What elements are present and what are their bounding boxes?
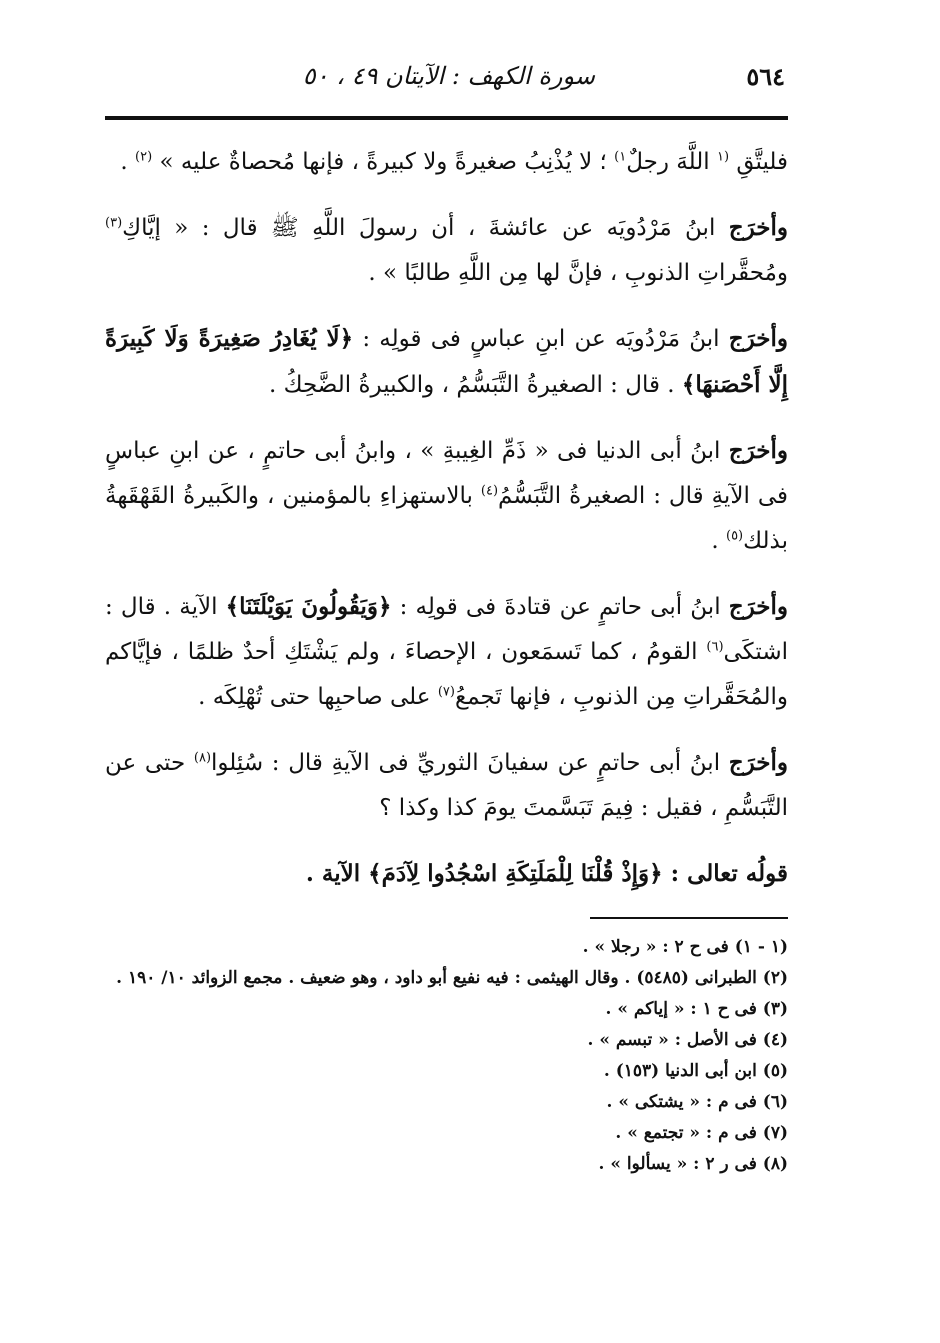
footnote-ref: (٦) [706, 639, 724, 655]
footnote-ref: (١ [716, 149, 730, 165]
text: ابنُ أبى حاتمٍ عن سفيانَ الثوريِّ فى الآيةِ قال : سُئِلوا [211, 750, 729, 776]
running-title: سورة الكهف : الآيتان ٤٩ ، ٥٠ [302, 62, 595, 90]
text: . قال : الصغيرةُ التَّبَسُّمُ ، والكبيرةُ الضَّحِكُ . [268, 372, 682, 398]
text: الآية . [305, 860, 369, 887]
footnote-item: (٤) فى الأصل : « تبسم » . [587, 1030, 788, 1050]
paragraph-5 [105, 584, 788, 720]
page-number: ٥٦٤ [746, 62, 785, 91]
footnote-item: (٣) فى ح ١ : « إياكم » . [605, 999, 788, 1019]
footnote-ref: (٥) [725, 528, 744, 544]
footnote-ref: (٤) [480, 483, 499, 499]
text: اللَّهَ رجلٌ [626, 149, 717, 175]
footnote-item: (١ - ١) فى ح ٢ : « رجلا » . [582, 937, 788, 957]
lead-word: وأخرَج [728, 214, 788, 241]
text: ابنُ أبى حاتمٍ عن قتادةَ فى قولِه : [391, 594, 729, 620]
footnote-ref: ١) [614, 149, 627, 165]
lead-word: وأخرَج [728, 593, 789, 620]
lead-word: وأخرَج [728, 325, 788, 352]
text: . [711, 528, 726, 554]
header-rule [105, 116, 788, 120]
text: ؛ لا يُذْنِبُ صغيرةً ولا كبيرةً ، فإنها مُحصاةٌ عليه » [152, 149, 615, 175]
lead-word: وأخرَج [728, 749, 789, 776]
text: القومُ ، كما تَسمَعون ، الإحصاءَ ، ولم يَشْتَكِ أحدٌ ظلمًا ، فإيَّاكم والمُحَقَّراتِ مِن الذنوبِ ، فإنها تَجمعُ [105, 639, 788, 710]
text: ابنُ أبى الدنيا فى « ذَمِّ الغِيبةِ » ، وابنُ أبى حاتمٍ ، عن ابنِ عباسٍ فى الآيةِ قال : الصغيرةُ التَّبَسُّمُ [105, 438, 788, 509]
lead-word: قولُه تعالى : [662, 860, 788, 887]
footnote-item: (٨) فى ر ٢ : « يسألوا » . [598, 1154, 788, 1174]
text: حتى عن التَّبَسُّمِ ، فقيل : فِيمَ تَبَسَّمتَ يومَ كذا وكذا ؟ [105, 750, 788, 821]
footnote-ref: (٣) [105, 215, 123, 231]
footnote-item: (٦) فى م : « يشتكى » . [606, 1092, 788, 1112]
footnote-ref: (٧) [437, 684, 455, 700]
paragraph-3 [105, 316, 788, 408]
text: ابنُ مَرْدُويَه عن عائشةَ ، أن رسولَ اللَّهِ ﷺ قال : « إيَّاكِ [122, 215, 729, 241]
text: على صاحبِها حتى تُهْلِكَه . [198, 684, 438, 710]
footnote-rule [590, 917, 788, 919]
footnote-ref: (٢) [135, 149, 153, 165]
paragraph-2 [105, 205, 788, 296]
footnote-item: (٧) فى م : « تجتمع » . [615, 1123, 788, 1143]
lead-word: وأخرَج [728, 437, 788, 464]
paragraph-6 [105, 740, 788, 831]
text: . [120, 149, 136, 175]
quran-verse: ﴿وَيَقُولُونَ يَوَيْلَتَنَا﴾ [225, 593, 392, 620]
text: بالاستهزاءِ بالمؤمنين ، والكَبيرةُ القَهْقَهةُ بذلك [105, 483, 788, 554]
footnotes [105, 932, 788, 1180]
footnote-ref: (٨) [193, 750, 212, 766]
text: فليتَّقِ [729, 149, 788, 175]
page-header [105, 62, 785, 102]
quran-verse: ﴿وَإِذْ قُلْنَا لِلْمَلَتِكَةِ اسْجُدُوا لِآدَمَ﴾ [368, 860, 663, 887]
paragraph-4 [105, 428, 788, 564]
quran-verse: ﴿لَا يُغَادِرُ صَغِيرَةً وَلَا كَبِيرَةً إِلَّا أَحْصَنهَا﴾ [105, 325, 788, 398]
verse-heading [105, 851, 788, 896]
text: ومُحقَّراتِ الذنوبِ ، فإنَّ لها مِن اللَّهِ طالبًا » . [368, 260, 788, 286]
footnote-item: (٢) الطبرانى (٥٤٨٥) . وقال الهيثمى : فيه نفيع أبو داود ، وهو ضعيف . مجمع الزوائد ١٠/ ١٩٠ . [116, 968, 788, 988]
main-text [105, 140, 788, 916]
footnote-item: (٥) ابن أبى الدنيا (١٥٣) . [603, 1061, 788, 1081]
text: الآية . قال : اشتكَى [105, 594, 788, 665]
text: ابنُ مَرْدُويَه عن ابنِ عباسٍ فى قولِه : [353, 326, 729, 352]
paragraph-1 [105, 140, 788, 185]
